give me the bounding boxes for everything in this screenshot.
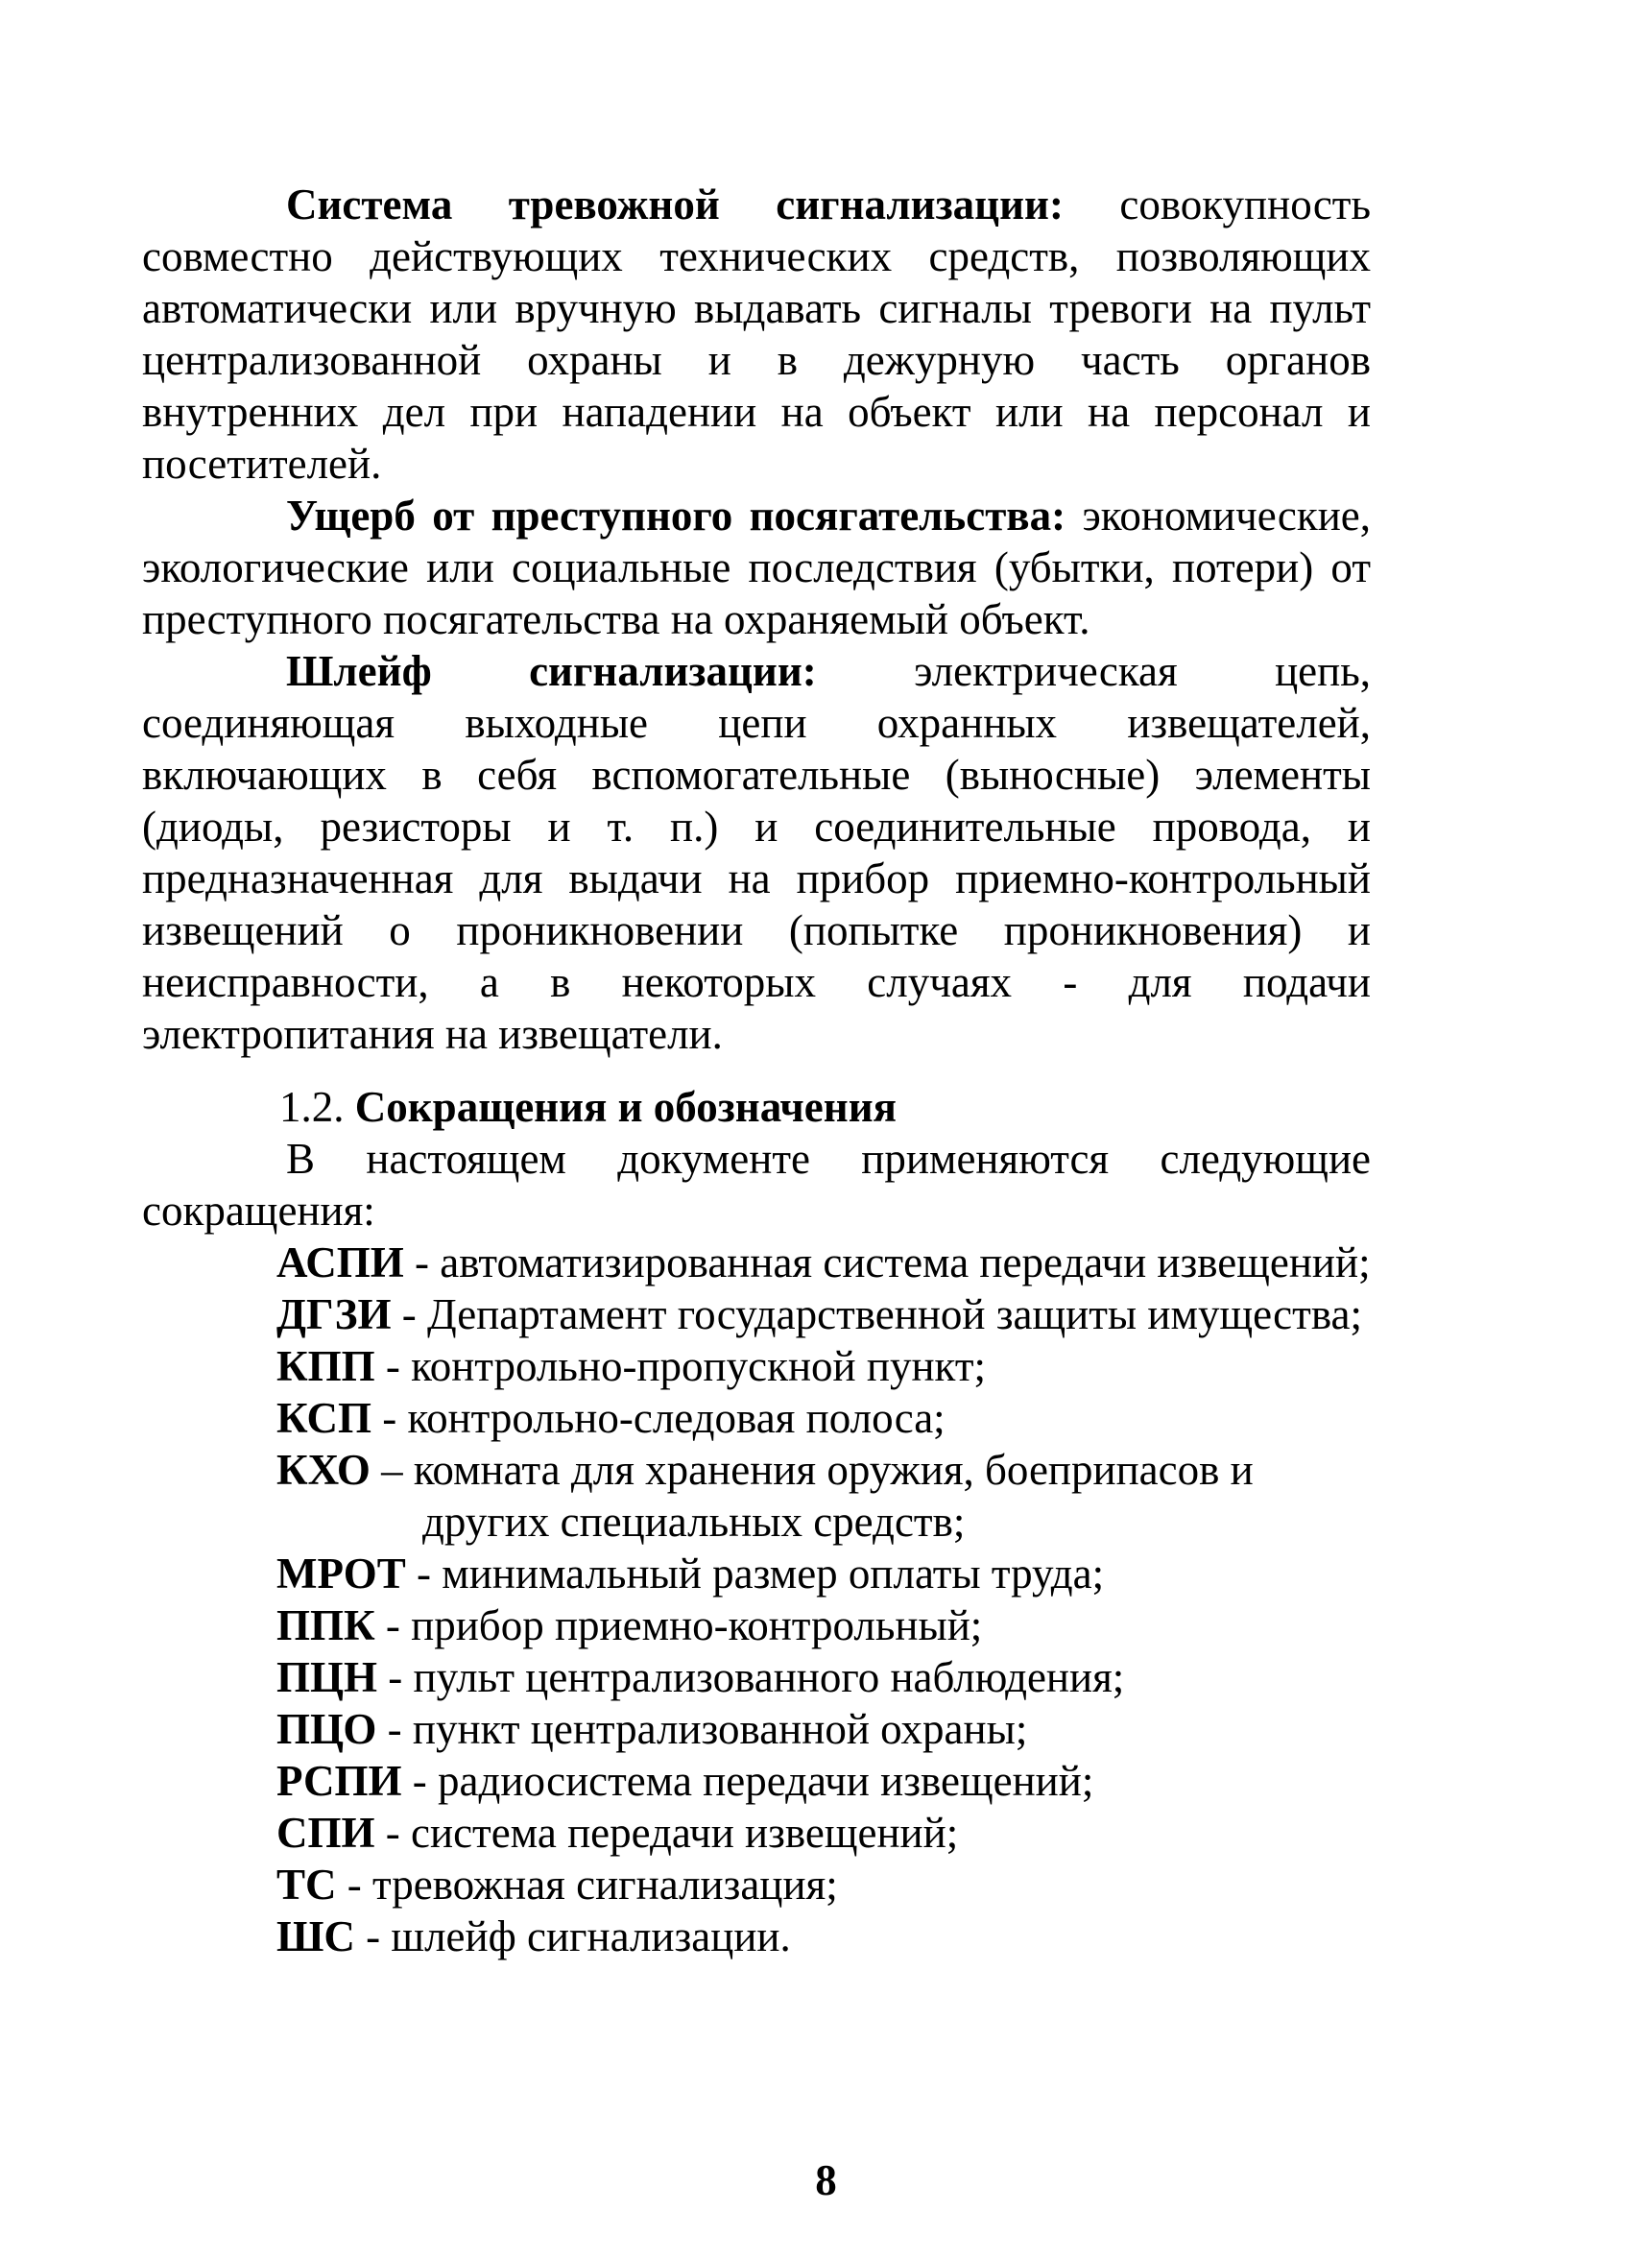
list-item [276,1807,1371,1859]
abbreviation-separator: - [374,1342,412,1390]
abbreviation-code: КСП [276,1394,372,1442]
abbreviation-text: контрольно-пропускной пункт; [411,1342,986,1390]
abbreviation-text: шлейф сигнализации. [391,1912,791,1960]
abbreviation-separator: - [371,1394,408,1442]
list-item [276,1703,1371,1755]
list-item [276,1340,1371,1392]
abbreviation-separator: - [391,1290,427,1338]
abbreviation-text: автоматизированная система передачи извещений; [440,1238,1371,1286]
list-item [276,1288,1371,1340]
page-number: 8 [815,2156,837,2204]
abbreviation-separator: – [370,1446,414,1494]
section-intro: В настоящем документе применяются следующие сокращения: [142,1135,1371,1235]
list-item [276,1444,1371,1548]
abbreviation-code: МРОТ [276,1550,406,1598]
list-item [276,1911,1371,1962]
abbreviation-code: КПП [276,1342,375,1390]
abbreviation-text: тревожная сигнализация; [372,1861,838,1909]
section-number: 1.2. [279,1083,345,1131]
definition-text: электрическая цепь, соединяющая выходные цепи охранных извещателей, включающих в себя вспомогательные (выносные) элементы (диоды, резисторы и т. п.) и соединительные провода, и предназначенная для выдачи на прибор приемно-контрольный извещений о проникновении (попытке проникновения) и неисправности, а в некоторых случаях - для подачи электропитания на извещатели. [142,647,1371,1058]
abbreviation-separator: - [405,1550,443,1598]
abbreviation-code: КХО [276,1446,371,1494]
abbreviation-text: пункт централизованной охраны; [412,1705,1028,1753]
abbreviation-text: комната для хранения оружия, боеприпасов и других специальных средств; [413,1446,1254,1546]
abbreviation-separator: - [354,1912,392,1960]
abbreviation-list [142,1237,1371,1962]
abbreviation-text: система передачи извещений; [411,1809,959,1857]
abbreviation-code: РСПИ [276,1757,402,1805]
list-item [276,1859,1371,1911]
abbreviation-separator: - [336,1861,373,1909]
abbreviation-separator: - [374,1809,412,1857]
abbreviation-separator: - [377,1653,414,1701]
definition-alarm-system [142,179,1371,490]
list-item [276,1237,1371,1288]
abbreviation-code: СПИ [276,1809,375,1857]
abbreviation-text: пульт централизованного наблюдения; [413,1653,1125,1701]
abbreviation-code: АСПИ [276,1238,404,1286]
abbreviation-code: ПЦО [276,1705,377,1753]
list-item [276,1599,1371,1651]
abbreviation-code: ТС [276,1861,337,1909]
list-item [276,1651,1371,1703]
abbreviation-text: прибор приемно-контрольный; [411,1601,983,1649]
section-title: Сокращения и обозначения [354,1083,897,1131]
abbreviation-code: ШС [276,1912,355,1960]
abbreviation-code: ППК [276,1601,375,1649]
abbreviation-separator: - [376,1705,413,1753]
abbreviation-text: контрольно-следовая полоса; [407,1394,946,1442]
abbreviation-separator: - [401,1757,439,1805]
abbreviation-text: радиосистема передачи извещений; [438,1757,1094,1805]
abbreviation-text: Департамент государственной защиты имущества; [426,1290,1362,1338]
abbreviation-text: минимальный размер оплаты труда; [442,1550,1105,1598]
definition-text: совокупность совместно действующих технических средств, позволяющих автоматически или вручную выдавать сигналы тревоги на пульт централизованной охраны и в дежурную часть органов внутренних дел при нападении на объект или на персонал и посетителей. [142,180,1371,488]
document-page [142,179,1371,1962]
definition-term: Ущерб от преступного посягательства: [286,492,1066,540]
definition-term: Шлейф сигнализации: [286,647,817,695]
list-item [276,1392,1371,1444]
list-item [276,1755,1371,1807]
definition-alarm-loop [142,645,1371,1060]
abbreviation-code: ДГЗИ [276,1290,392,1338]
definition-damage [142,490,1371,645]
abbreviation-code: ПЦН [276,1653,378,1701]
definition-term: Система тревожной сигнализации: [286,180,1064,228]
abbreviation-separator: - [403,1238,441,1286]
abbreviation-separator: - [374,1601,412,1649]
section-heading [142,1081,1371,1133]
list-item [276,1548,1371,1599]
definition-text: экономические, экологические или социальные последствия (убытки, потери) от преступного посягательства на охраняемый объект. [142,492,1372,643]
